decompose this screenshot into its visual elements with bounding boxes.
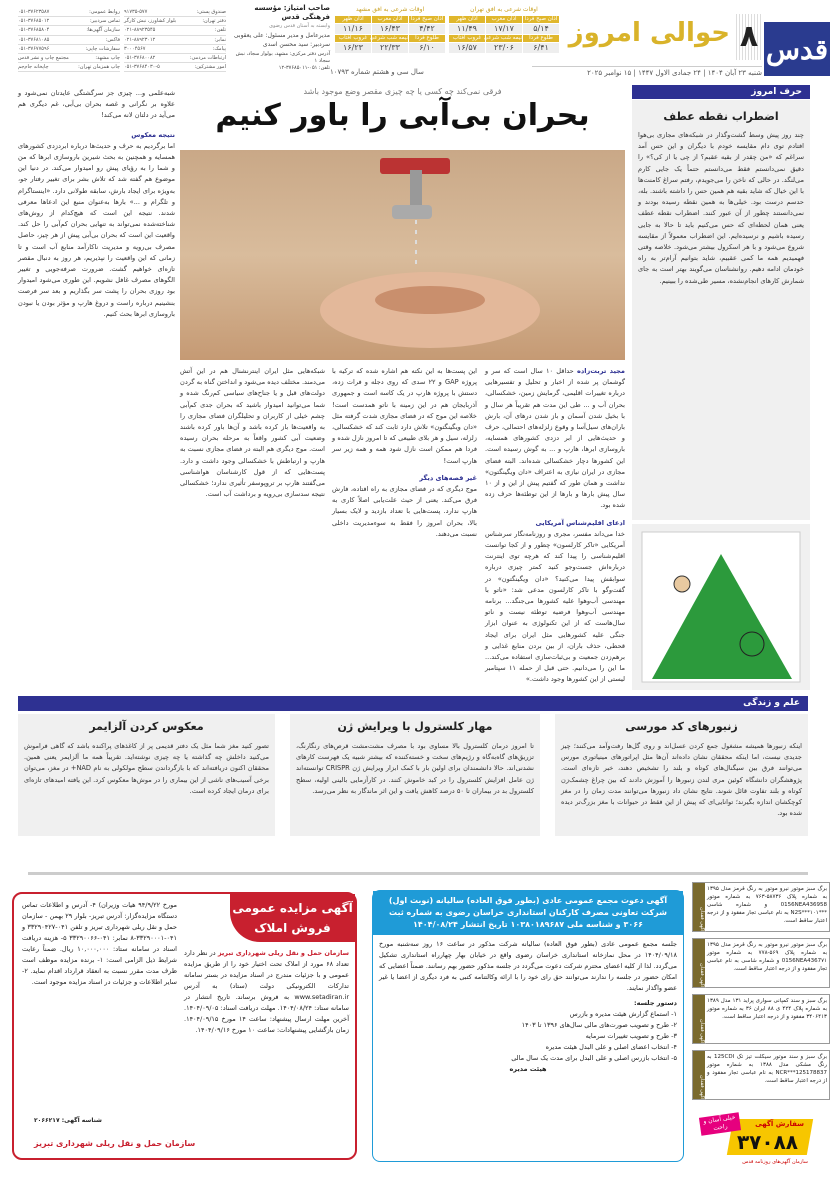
cell: اذان مغرب [486,16,523,24]
classified-text: برگ سبز موتور نیرو موتور به رنگ قرمز مدل ۱۳۹۵ به شماره پلاک ۵۶۹-۷۷۸ به شماره موتور 0156NEA4367۷۱ و شماره شاسی به نام عباسی تجار مفقود و از درجه اعتبار ساقط است. [707,942,827,972]
contact-value: ۰۵۱-۳۷۶۸۵۰۱۲ [18,18,50,25]
cell: ۶/۱۰ [409,43,446,54]
article-col-2 [332,366,477,635]
agenda-item: ۳- طرح و تصویب تغییرات سرمایه [585,1032,677,1040]
agenda-item: ۵- انتخاب بازرس اصلی و علی البدل برای مدت یک سال مالی [511,1054,677,1062]
contact-label: سازمان آگهی‌ها: [86,27,120,34]
classified-ad [692,938,830,988]
contact-value: ۰۵۱-۳۷۶۲۳۵۸۷ [18,9,50,15]
cell: اذان مغرب [372,16,409,24]
affiliate: وابسته به آستان قدس رضوی [269,23,330,29]
contacts-col-2 [18,8,120,72]
contact-value: ۰۵۱-۳۷۶۸۰۰۸۲ [124,55,156,62]
cell: طلوع فردا [523,35,560,43]
divider [28,872,808,875]
owner: صاحب امتیاز: مؤسسه فرهنگی قدس [254,4,330,21]
author: مجید تربت‌زاده [576,367,625,375]
contact-row [124,26,226,35]
contact-value: ۰۵۱-۳۷۶۸۴۰۳۰-۵ [124,64,160,71]
cell: ۶/۴۱ [523,43,560,54]
left-column [18,88,175,631]
assembly-body: جلسه مجمع عمومی عادی (بطور فوق العاده) سالیانه شرکت مذکور در ساعت ۱۶ روز سه‌شنبه مورخ ۱۴۰۴/۰۹/۱۸ در محل نمازخانه استانداری خراسان رضوی واقع در خیابان بهار چهارراه استانداری تشکیل می‌گردد. لذا از کلیه اعضای محترم شرکت دعوت می‌گردد در جلسه مذکور حضور بهم رسانند. ضمناً اعضایی که امکان حضور در جلسه را ندارند می‌توانند حق رای خود را با ارائه وکالتنامه کتبی به فرد دیگری از اعضا یا غیر عضو واگذار نمایند. [379,940,678,992]
cell: اذان صبح فردا [409,16,446,24]
small-ads [692,882,830,1106]
contact-row [18,54,120,63]
contact-value: ۰۵۱-۳۷۶۸۱۰۸۵ [18,36,50,43]
article-title: معکوس کردن آلزایمر [89,720,204,733]
contact-value: ۰۵۱-۳۷۶۸۵۸۰۴ [18,27,50,34]
editorial-bar: حرف امروز [632,85,810,99]
publisher-info [230,4,330,72]
prayer-title: اوقات شرعی به افق مشهد [355,6,425,13]
contact-label: دفتر تهران: [202,18,226,25]
prayer-times-tehran [448,6,560,54]
contact-value: ۰۵۱-۳۷۶۷۷۵۹۶ [18,45,50,52]
article-col-1 [485,366,625,684]
contact-label: نمابر: [214,36,226,43]
editorial-body: چند روز پیش وسط گشت‌وگذار در شبکه‌های مجازی بی‌هوا افتادم توی دام مقایسه خودم با دیگران و این حس آمد سراغم که «من چقدر از بقیه عقبم؟ از چی یا از کی؟» را دقیق نمی‌دانستم فقط می‌دانستم حتماً یک جایی کارم می‌لنگد. در حالی که ناخن را می‌جویدم، رفتم سراغ کامنت‌ها با این خیال که شاید بقیه هم همین حس را داشته باشند. بله، حدسم درست بود. خیلی‌ها به همین نقطه رسیده بودند و نمی‌دانستند چطور از آن عبور کنند. اضطراب نقطه عطف یعنی همان لحظه‌ای که حس می‌کنیم باید تا حالا به جایی رسیده باشیم و نرسیده‌ایم. این اضطراب معمولاً از مقایسه شروع می‌شود و با هر اسکرول بیشتر می‌شود. خلاصه وقتی فهمیدیم همه ما کمی عقبیم، شاید بتوانیم آرام‌تر به راه خودمان ادامه دهیم. روانشناسان می‌گویند بهتر است به جای شمارش کارهای انجام‌نشده، مسیر طی‌شده را ببینیم. [638,131,804,285]
article-col-3 [180,366,325,635]
assembly-ad [372,890,684,1162]
assembly-signature: هیئت مدیره [509,1065,547,1073]
prayer-times-mashhad [334,6,446,54]
auction-org: سازمان حمل و نقل ریلی شهرداری تبریز [217,949,349,957]
subhead-other-stories: غیر قصه‌های دیگر [419,473,477,482]
contact-row [124,17,226,26]
cell: ۲۲/۳۳ [372,43,409,54]
left-body-text: اما برگردیم به حرف و حدیث‌ها درباره ابردزدی کشورهای همسایه و همچنین به بحث شیرین باروسازی ابرها که من و شما را به رؤیای پیش رو امیدوار می‌کند. در دنیا این موضوع هم گفته شد که تلاش بشر برای تغییر رفتار جو، به‌ویژه برای ایجاد بارش، سابقه طولانی دارد. «اینستاگرام و تلگرام و ...» بارها به‌عنوان منبع این ادعاها معرفی شدند. نتیجه این است که هیچ‌کدام از روش‌های شناخته‌شده نمی‌تواند به تنهایی بحران کم‌آبی را حل کند. واقعیت این است که بحران بی‌آبی پیش از هر چیز، حاصل مصرف بی‌رویه و مدیریت ناکارآمد منابع آب است و تا زمانی که این واقعیت را نپذیریم، هر روز به دنبال مقصر تازه‌ای خواهیم گشت. ضرورت صرفه‌جویی و تغییر الگوهای مصرف غافل نشویم. این طوری می‌شود امیدوار بود روزی بحران را پشت سر بگذاریم و بعد سر فرصت بنشینیم درباره راست و دروغ هارپ و مؤثر بودن یا نبودن باروسازی ابرها بحث کنیم. [18,141,175,318]
address: آدرس دفتر مرکزی: مشهد، بولوار سجاد، نبش سجاد ۱ [235,51,330,64]
contact-row [124,36,226,45]
contact-value: چاپخانه جام‌جم [18,64,49,71]
cell: طلوع فردا [409,35,446,43]
contact-label: چاپ مشهد: [95,55,120,62]
auction-id: شناسه آگهی: ۲۰۶۶۲۱۷ [34,1117,102,1124]
promo-label: سفارش آگهی [755,1120,804,1128]
contact-row [124,45,226,54]
contact-row [18,17,120,26]
cell: اذان صبح فردا [523,16,560,24]
headline: بحران بی‌آبی را باور کنیم [215,98,590,133]
cell: ۱۶/۲۳ [335,43,372,54]
contact-row [18,8,120,17]
science-article-1 [555,714,808,836]
editorial-box [632,100,810,520]
contact-label: تلفن: [214,27,226,34]
prayer-title: اوقات شرعی به افق تهران [470,6,538,13]
contact-row [124,63,226,72]
contact-row [18,36,120,45]
classified-ad [692,994,830,1044]
subhead-reverse-result: نتیجه معکوس [131,130,175,139]
main-photo [180,150,625,360]
agenda-item: ۴- انتخاب اعضای اصلی و علی البدل هیئت مدیره [545,1043,677,1051]
phone: تلفن: ۰۵۱-۳۷۶۸۵۰۱۱-۱۲ [278,65,330,71]
cell: ۵/۱۴ [523,24,560,35]
cell: اذان ظهر [449,16,486,24]
article-body: اینکه زنبورها همیشه مشغول جمع کردن عسل‌اند و روی گل‌ها رفت‌وآمد می‌کنند؛ چیز جدیدی نیست، اما اینکه محققان نشان داده‌اند آن‌ها مثل اپراتورهای مینیاتوری مورس می‌توانند فرق بین سیگنال‌های کوتاه و بلند را تشخیص دهند، خبر تازه‌ای است. پژوهشگران دانشگاه کوئین مری لندن زنبورها را آموزش دادند که بین چراغ چشمک‌زن کوتاه و بلند تفاوت قائل شوند. نتایج نشان داد زنبورها می‌توانند مدت زمان را در مغز کوچکشان اندازه بگیرند؛ توانایی‌ای که پیش از این فقط در حیوانات با مغز بزرگ‌تر دیده شده بود. [561,742,802,818]
cell: ۱۶/۴۳ [372,24,409,35]
contact-label: تماس سردبیر: [89,18,120,25]
promo-org: سازمان آگهی‌های روزنامه قدس [742,1159,808,1165]
auction-text: در نظر دارد تعداد ۶۸ مورد از املاک تحت اختیار خود را از طریق مزایده عمومی و با جزئیات مندرج در اسناد مزایده در بستر سامانه تدارکات الکترونیکی دولت (ستاد) به آدرس www.setadiran.ir به فروش برساند. تاریخ انتشار در سامانه ستاد: ۱۴۰۴/۰۸/۲۴. مهلت دریافت اسناد: ۱۴۰۴/۰۹/۰۵. آخرین مهلت ارسال پیشنهاد: ساعت ۱۴ مورخ ۱۴۰۴/۰۹/۱۵. زمان بازگشایی پیشنهادات: ساعت ۱۰ مورخ ۱۴۰۴/۰۹/۱۶. [184,949,349,1034]
contact-value: ۰۲۱-۸۸۹۲۳۵۴۵ [124,27,156,34]
contact-label: ارتباطات مردمی: [189,55,226,62]
subhead-american-climatologist: ادعای اقلیم‌شناس آمریکایی [535,518,625,527]
cell: ۱۱/۴۹ [449,24,486,35]
section-title: حوالی امروز [568,18,730,48]
contact-value: ۰۲۱-۸۸۹۲۳۰۱۲ [124,36,156,43]
issue-number: سال سی و هشتم شماره ۱۰۷۹۳ [330,68,424,76]
science-article-2 [290,714,540,836]
cartoon [632,524,810,690]
editorial-title: اضطراب نقطه عطف [663,110,779,123]
article-title: مهار کلسترول با ویرایش ژن [337,720,493,733]
contact-row [18,26,120,35]
promo-number: ۳۷۰۸۸ [736,1130,798,1154]
contact-label: سفارشات چاپی: [85,45,120,52]
auction-footer: سازمان حمل و نقل ریلی شهرداری تبریز [34,1139,196,1148]
contact-value: مجتمع چاپ و نشر قدس [18,55,69,62]
col3b-text: موج دیگری که در فضای مجازی به راه افتاده، فارش فرق می‌کند. یعنی از حیث علت‌یابی اصلاً کاری به هارپ ندارد. پست‌هایی با تعداد بازدید و لایک بسیار بالا، بحران امروز را فقط به سوءمدیریت داخلی نسبت می‌دهند. [332,485,477,538]
page-number: ۸ [736,14,762,60]
contact-row [18,45,120,54]
cell: غروب آفتاب [335,35,372,43]
assembly-title: آگهی دعوت مجمع عمومی عادی (بطور فوق العاده) سالیانه (نوبت اول) شرکت تعاونی مصرف کارکنان استانداری خراسان رضوی به شماره ثبت ۳۰۶۶ و شناسه ملی ۱۰۳۸۰۱۸۹۶۸۷ تاریخ انتشار ۱۴۰۴/۰۸/۲۴ [373,891,683,935]
science-article-3 [18,714,275,836]
cell: ۱۷/۱۷ [486,24,523,35]
contact-value: ۳۰۰۰۴۵۶۷ [124,45,146,52]
kicker: فرقی نمی‌کند چه کسی یا چه چیزی مقصر وضع موجود باشد [303,87,502,96]
auction-details: مورخ ۹۴/۹/۲۲ هیات وزیران) ۴- آدرس و اطلاعات تماس دستگاه مزایده‌گزار: آدرس تبریز- بلوار ۲۹ بهمن - سازمان حمل و نقل ریلی شهرداری تبریز و تلفن ۰۴۱-۳۳۲۹۰۴۲۷ و ۰۴۱-۳۳۲۹۰۰۰۱-۸ نمابر: ۰۴۱-۳۳۲۹۰۰۶۶ ۵- هزینه دریافت اسناد در سامانه ستاد: ۱۰,۰۰۰,۰۰۰ ریال. ضمناً رعایت شرایط ذیل الزامی است: ۱- برنده مزایده موظف است ظرف مدت مقرر نسبت به انعقاد قرارداد اقدام نماید. ۲- سایر اطلاعات و جزئیات در اسناد مزایده موجود است. [22,901,178,986]
lead-text: حداقل ۱۰ سال است که سر و گوشمان پر شده از اخبار و تحلیل و تفسیرهایی درباره تغییرات اقلیمی، گرمایش زمین، خشکسالی، بحران آب و ... طی این مدت هم تقریباً هر سال و با بخیل شدن آسمان و باز شدن درهای آن، بارش باران‌های سیل‌آسا و وقوع زلزله‌های احتمالی، حرف و حدیث‌هایی از ابر دزدی کشورهای همسایه، باروسازی ابرها، هارپ و ... به گوش رسیده است. این کشورها دچار خشکسالی شده‌اند. البته فضای مجازی در ایران نیازی به اعتراف «دان ویگینگتون» نداشت و همان طور که گفتیم پیش از این و از ۱۰ سال پیش بارها و بارها از این توطئه‌ها حرف زده شده بود. [485,367,625,510]
classified-tag: آگهی فقدان [693,995,705,1043]
agenda-item: ۱- استماع گزارش هیئت مدیره و بازرس [569,1010,677,1018]
left-top-text: شبه‌علمی و... چیزی جز سرگشتگی عایدتان نمی‌شود و علاوه بر نگرانی و غصه بحران بی‌آبی، غم دیگری هم می‌آید در دلتان لانه می‌کند! [18,89,175,120]
classified-tag: آگهی فقدان [693,883,705,931]
cell: ۲۳/۰۶ [486,43,523,54]
cell: اذان ظهر [335,16,372,24]
agenda-list [373,1009,683,1064]
editor: سردبیر: سید محسن اسدی [262,41,330,48]
contact-label: امور مشترکین: [194,64,226,71]
auction-body [184,948,349,1135]
col4-text: شبکه‌هایی مثل ایران اینترنشنال هم در این آتش می‌دمند. مختلف دیده می‌شود و انداختن گناه به گردن دولت‌های قبل و یا جناح‌های سیاسی کم‌رنگ شده و شما می‌توانید امیدوار باشید که بحران جدی کم‌آبی چشم خیلی از کاربران و تحلیلگران فضای مجازی را به واقعیت‌ها باز کرده باشد و آن‌ها باور کرده باشند وضعیت آبی کشور واقعاً به مرحله بحران رسیده است. موج دیگری هم البته در فضای مجازی نسبت به هارپ و ارتباطش با خشکسالی وجود داشت و دارد. پست‌هایی که از قول کارشناسان هواشناسی می‌گفتند هارپ بر تروپوسفر تأثیری ندارد؛ خشکسالی نتیجه سدسازی بی‌رویه و برداشت آب است. [180,367,325,499]
cell: نیمه شب شرعی [483,35,522,41]
cell: غروب آفتاب [449,35,486,43]
agenda-title: دستور جلسه: [634,999,677,1007]
classified-ad [692,882,830,932]
science-bar: علم و زندگی [18,696,808,711]
classified-ad [692,1050,830,1100]
contact-label: روابط عمومی: [89,9,120,15]
classified-text: برگ سبز و سند موتور سیکلت تیز تک 125CDI به رنگ مشکی مدل ۱۳۸۸ به شماره موتور NCR***125178837 به نام عباسی تجار مفقود و از درجه اعتبار ساقط است. [707,1054,828,1084]
auction-title [230,894,355,942]
cell: ۱۶/۵۷ [449,43,486,54]
auction-title-line1: آگهی مزایده عمومی [232,901,353,915]
contact-value: ۹۱۷۳۵-۵۷۷ [124,9,148,15]
faucet-hands-image [180,150,625,360]
cell: نیمه شب شرعی [369,35,408,41]
auction-ad [12,892,357,1160]
classified-text: برگ سبز و سند کمپانی سواری پراید ۱۳۱ مدل ۱۳۸۹ به شماره پلاک ۴۲۴ ی ۸۸ ایران ۳۶ به شماره موتور ۳۴۰۶۴۱۳ مفقود و از درجه اعتبار ساقط است. [707,998,828,1020]
article-body: تا امروز درمان کلسترول بالا مساوی بود با مصرف مشت‌مشت قرص‌های رنگارنگ، تزریق‌های گاه‌به‌گاه و رژیم‌های سخت و خسته‌کننده که بیشتر شبیه یک فهرست کارهای نشدنی‌اند. حالا دانشمندان برای اولین بار با کمک ابزار ویرایش ژن CRISPR توانسته‌اند ژن عامل افزایش کلسترول را در کبد خاموش کنند. در کارآزمایی بالینی اولیه، سطح کلسترول بد در بیماران تا ۵۰ درصد کاهش یافت و این اثر ماندگار به نظر می‌رسد. [296,742,534,795]
cell: ۴/۴۲ [409,24,446,35]
col2-text: خدا می‌داند مفسر، مجری و روزنامه‌نگار سرشناس آمریکایی «تاکر کارلسون» چطور و از کجا توانست اقلیم‌شناسی را پیدا کند که هرچه توی اینترنت درباره‌اش جست‌وجو کنید کمتر چیزی درباره سوابقش پیدا می‌کنید؟ «دان ویگینگتون» در گفت‌وگو با تاکر کارلسون مدعی شد: «ناتو با مهندسی آب‌وهوا علیه کشورها می‌جنگد... برنامه مهندسی آب‌وهوا فرضیه توطئه نیست و ناتو سال‌هاست که از این تکنولوژی به عنوان ابزار جنگی علیه کشورهایی مثل ایران برای ایجاد قحطی، حذف باران، از بین بردن منابع غذایی و برهم‌زدن جمعیت و بی‌ثبات‌سازی استفاده می‌کند... ما این را می‌دانیم. حتی قبل از حمله ۱۱ سپتامبر لیستی از این کشورها وجود داشت.» [485,529,625,684]
article-header [180,86,625,135]
auction-title-line2: فروش املاک [254,921,331,935]
classified-text: برگ سبز موتور نیرو موتور به رنگ قرمز مدل ۱۳۹۵ به شماره پلاک ۵۸۷۳۶-۷۶۳ به شماره موتور 0156NEA436958 و شماره شاسی ***N2S***۱۰۱ به نام عباسی تجار مفقود و از درجه اعتبار ساقط است. [707,886,827,924]
contact-row [124,54,226,63]
agenda-item: ۲- طرح و تصویب صورت‌های مالی سال‌های ۱۳۹۶ تا ۱۴۰۳ [521,1021,677,1029]
col3-text: این پست‌ها به این نکته هم اشاره شده که ترکیه با پروژه GAP و ۲۲ سدی که روی دجله و فرات زده، دستش با پروژه هارپ در یک کاسه است و جمهوری آذربایجان هم در این زمینه با ناتو همدست است! خلاصه این موج که در فضای مجازی شدت گرفته مثل «دان ویگینگتون» تلاش دارد ثابت کند که خشکسالی، زلزله، سیل و هر بلای طبیعی که تا امروز نازل شده و فردا هم ممکن است نازل شود همه و همه زیر سر هارپ است! [332,367,477,465]
classified-tag: آگهی فقدان [693,1051,705,1099]
contacts-col-1 [124,8,226,72]
contact-label: چاپ همزمان تهران: [78,64,120,71]
contact-label: صندوق پستی: [196,9,226,15]
ceo: مدیرعامل و مدیر مسئول: علی یعقوبی [233,32,330,39]
contact-label: فاکس: [105,36,120,43]
contact-row [124,8,226,17]
cartoon-illustration [632,524,810,690]
classified-tag: آگهی فقدان [693,939,705,987]
newspaper-logo: قدس [764,22,830,76]
ad-order-promo [700,1115,810,1170]
contact-row [18,63,120,72]
date-line: شنبه ۲۳ آبان ۱۴۰۴ | ۲۴ جمادی الاول ۱۴۴۷ | ۱۵ نوامبر ۲۰۲۵ [532,66,762,78]
article-body: تصور کنید مغز شما مثل یک دفتر قدیمی پر از کاغذهای پراکنده باشد که گاهی فراموش می‌کنید داخلش چه گذاشته یا چه چیزی نوشته‌اید. تقریباً همه ما آلزایمر یعنی همین. محققان اکنون دریافته‌اند که با بازگرداندن سطح مولکولی به نام NAD+ در مغز، می‌توان برخی آسیب‌های ناشی از این بیماری را در موش‌ها معکوس کرد. این یافته امیدهای تازه‌ای برای درمان ایجاد کرده است. [24,742,270,795]
article-title: زنبورهای کد مورسی [625,720,738,733]
cell: ۱۱/۱۶ [335,24,372,35]
promo-tagline: خیلی آسان و راحت [699,1112,741,1135]
contact-label: پیامک: [212,45,226,52]
contact-value: بلوار کشاورز، نبش کارگر [124,18,177,25]
